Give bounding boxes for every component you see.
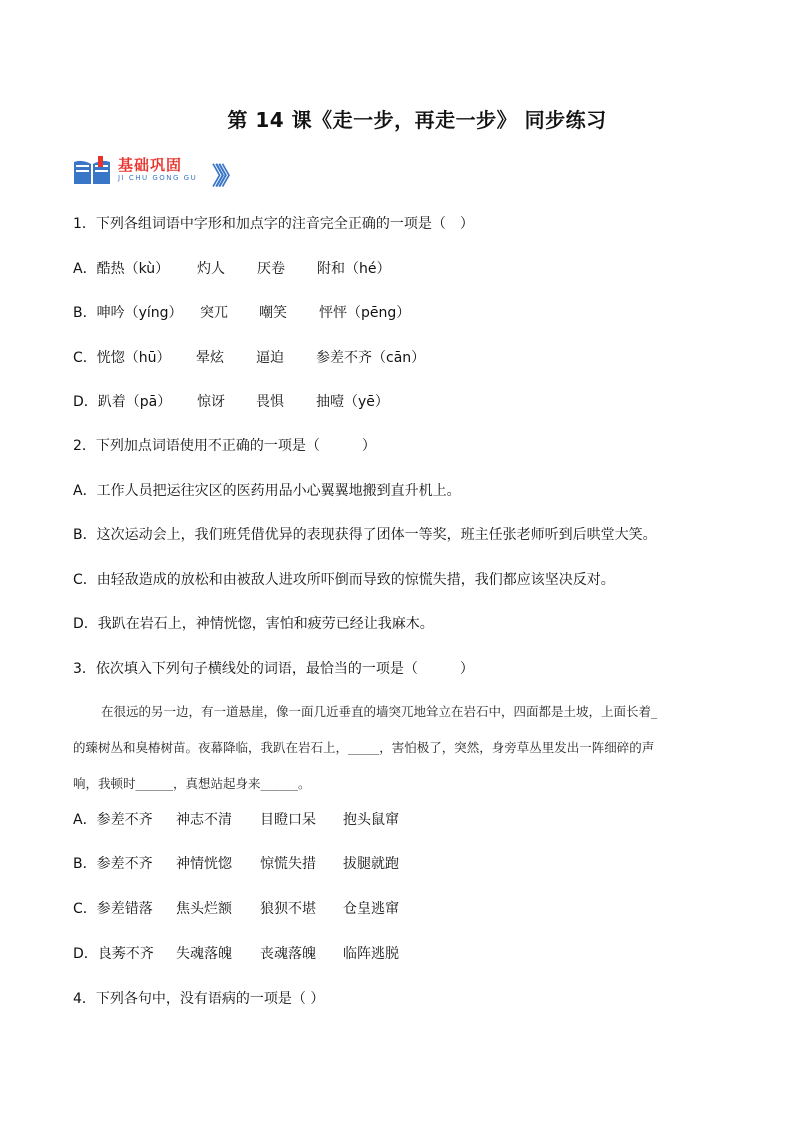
passage-line: 的臻树丛和臭椿树苗。夜幕降临，我趴在岩石上，_____，害怕极了，突然，身旁草丛里发出一阵细碎的声 (73, 740, 655, 755)
option-word: A．酷热（kù） (73, 261, 170, 277)
option-word: 晕炫 (196, 350, 224, 366)
option-word: 丧魂落魄 (260, 946, 316, 962)
option-word: 临阵逃脱 (343, 946, 399, 962)
option-word: 惊讶 (197, 394, 225, 410)
option-word: C．参差错落 (73, 901, 153, 917)
section-title: 基础巩固 (118, 156, 183, 174)
section-heading (72, 154, 252, 188)
question-3-stem: 3．依次填入下列句子横线处的词语，最恰当的一项是（ ） (73, 661, 474, 677)
option-word: 参差不齐（cān） (316, 350, 426, 366)
option-word: 嘲笑 (259, 305, 287, 321)
q3-option-d (73, 943, 399, 963)
option-word: 失魂落魄 (176, 946, 232, 962)
question-1-stem: 1．下列各组词语中字形和加点字的注音完全正确的一项是（ ） (73, 216, 474, 232)
option-word: D．趴着（pā） (73, 394, 172, 410)
section-pinyin: JI CHU GONG GU (118, 174, 198, 182)
option-word: 突兀 (200, 305, 228, 321)
q1-option-a (73, 258, 391, 278)
option-word: 惊慌失措 (260, 856, 316, 872)
q3-option-b (73, 853, 399, 873)
option-word: 畏惧 (256, 394, 284, 410)
passage-line: 在很远的另一边，有一道悬崖，像一面几近垂直的墙突兀地耸立在岩石中，四面都是土坡，上面长着_ (101, 704, 658, 719)
q3-option-a (73, 809, 399, 829)
option-word: 神志不清 (176, 812, 232, 828)
q3-passage (73, 694, 723, 802)
option-word: C．恍惚（hū） (73, 350, 171, 366)
question-2-stem: 2．下列加点词语使用不正确的一项是（ ） (73, 438, 376, 454)
passage-line: 响，我顿时______，真想站起身来______。 (73, 776, 311, 791)
option-word: 附和（hé） (317, 261, 391, 277)
option-word: 焦头烂额 (176, 901, 232, 917)
question-4-stem: 4．下列各句中，没有语病的一项是（ ） (73, 991, 325, 1007)
option-word: 神情恍惚 (176, 856, 232, 872)
page-title: 第 14 课《走一步，再走一步》 同步练习 (227, 108, 607, 132)
q2-option-a: A．工作人员把运往灾区的医药用品小心翼翼地搬到直升机上。 (73, 483, 461, 499)
book-icon (72, 156, 112, 186)
option-word: D．良莠不齐 (73, 946, 154, 962)
option-word: B．呻吟（yíng） (73, 305, 183, 321)
q2-option-b: B．这次运动会上，我们班凭借优异的表现获得了团体一等奖，班主任张老师听到后哄堂大笑。 (73, 527, 657, 543)
option-word: 狼狈不堪 (260, 901, 316, 917)
option-word: A．参差不齐 (73, 812, 153, 828)
option-word: 抽噎（yē） (316, 394, 389, 410)
q1-option-c (73, 347, 425, 367)
option-word: 逼迫 (256, 350, 284, 366)
option-word: B．参差不齐 (73, 856, 153, 872)
option-word: 厌卷 (257, 261, 285, 277)
chevron-right-icon: 》》》 (212, 162, 233, 190)
q2-option-c: C．由轻敌造成的放松和由被敌人进攻所吓倒而导致的惊慌失措，我们都应该坚决反对。 (73, 572, 615, 588)
q2-option-d: D．我趴在岩石上，神情恍惚，害怕和疲劳已经让我麻木。 (73, 616, 434, 632)
option-word: 仓皇逃窜 (343, 901, 399, 917)
q3-option-c (73, 898, 399, 918)
option-word: 目瞪口呆 (260, 812, 316, 828)
q1-option-b (73, 302, 410, 322)
q1-option-d (73, 391, 389, 411)
option-word: 抱头鼠窜 (343, 812, 399, 828)
option-word: 拔腿就跑 (343, 856, 399, 872)
option-word: 灼人 (197, 261, 225, 277)
option-word: 怦怦（pēng） (319, 305, 411, 321)
